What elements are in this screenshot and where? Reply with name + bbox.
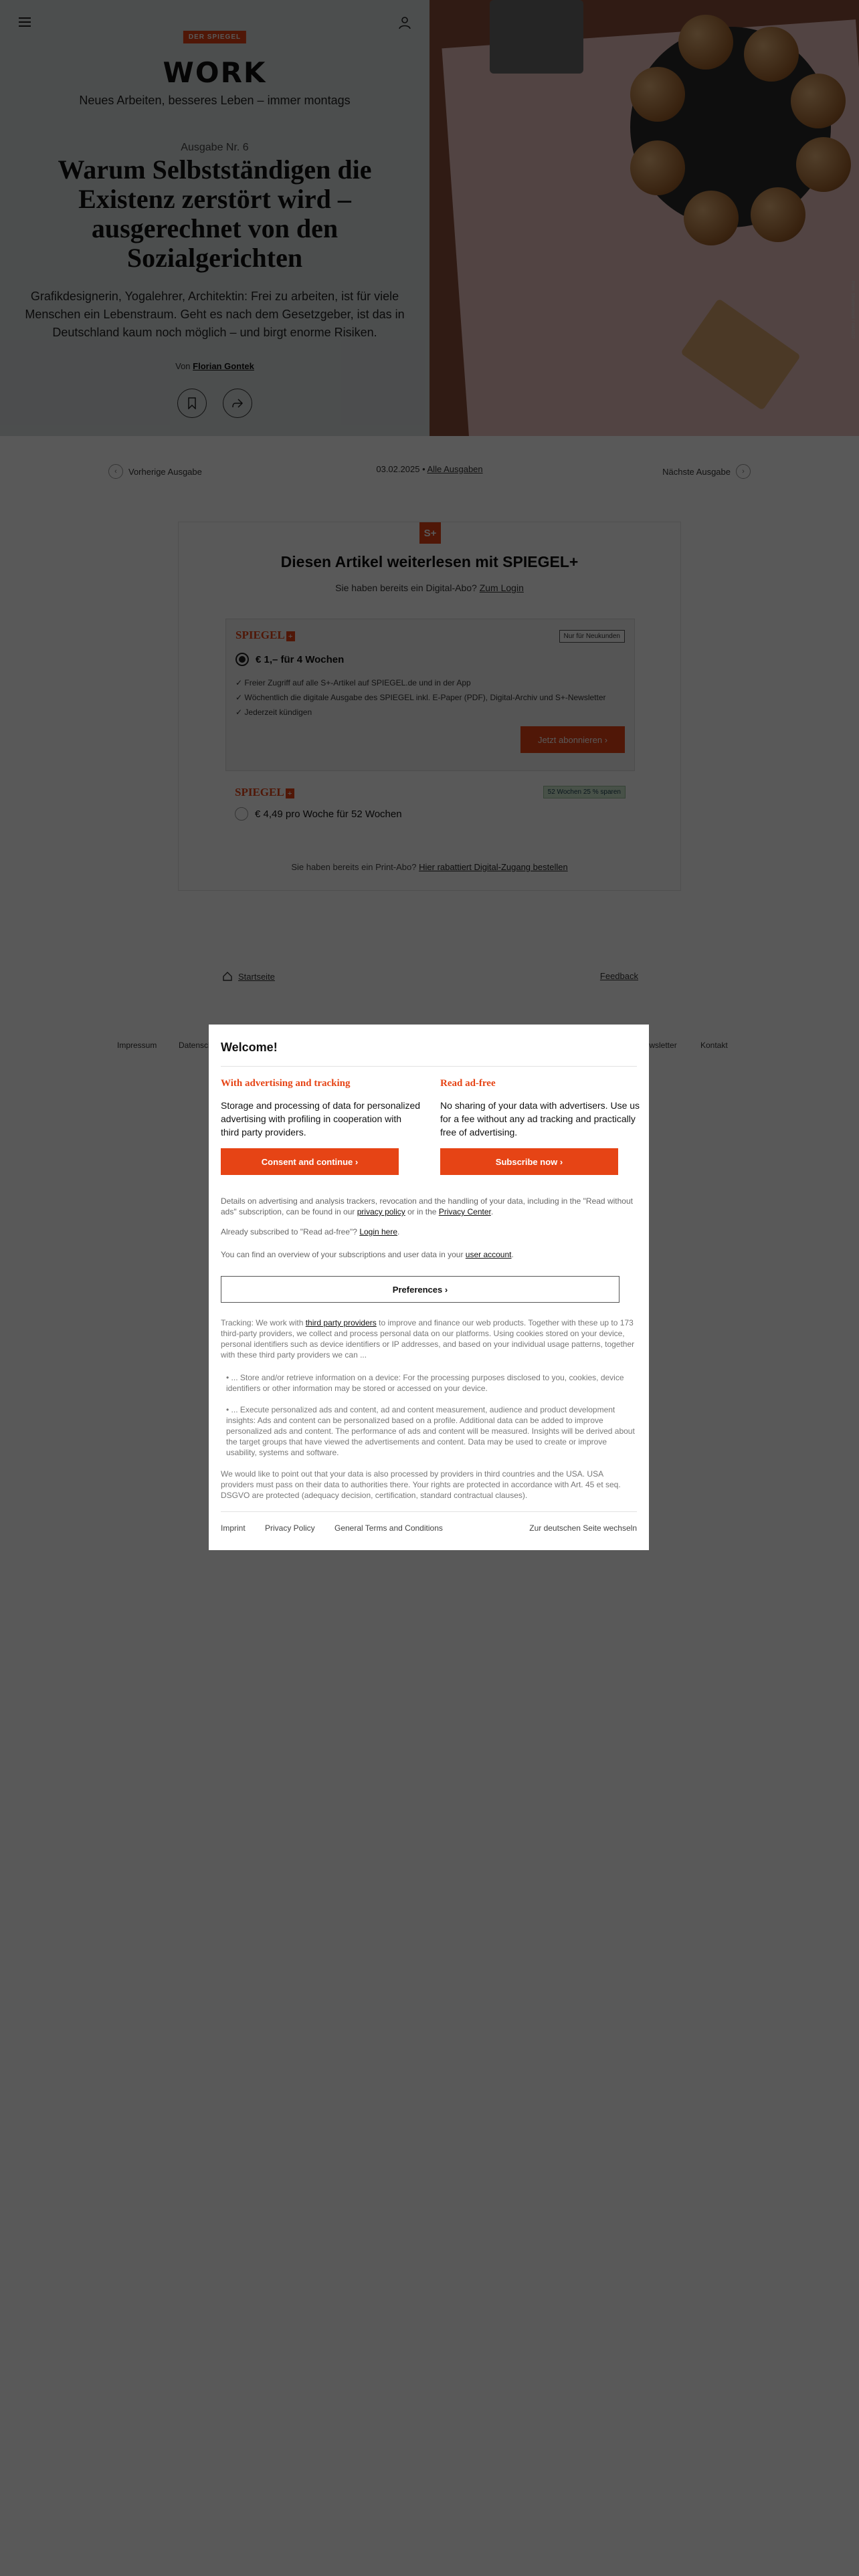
imprint-link[interactable]: Imprint — [221, 1523, 246, 1533]
third-party-providers-link[interactable]: third party providers — [305, 1318, 377, 1327]
german-site-link[interactable]: Zur deutschen Seite wechseln — [529, 1523, 637, 1533]
terms-link[interactable]: General Terms and Conditions — [335, 1523, 443, 1533]
privacy-center-link[interactable]: Privacy Center — [438, 1207, 491, 1216]
purpose-bullet: • ... Execute personalized ads and content, ad and content measurement, audience and product development insights: Ads and content can be personalized based on a profile. Additional data can be added to improve personalized ads and content. The performance of ads and content will be measured. Insights will be derived about the target groups that have viewed the advertisements and content. Data may be used to create or improve usability, systems and software. — [226, 1405, 635, 1457]
ads-option — [221, 1078, 421, 1175]
consent-dialog — [209, 1025, 649, 1550]
divider — [221, 1511, 637, 1512]
divider — [221, 1066, 637, 1067]
ads-option-text: Storage and processing of data for personalized advertising with profiling in cooperation with third party providers. — [221, 1100, 421, 1138]
ads-option-heading: With advertising and tracking — [221, 1078, 351, 1089]
purpose-bullet: • ... Store and/or retrieve information on a device: For the processing purposes disclosed to you, cookies, device identifiers or other information may be stored or accessed on your device. — [226, 1373, 624, 1393]
user-account-link[interactable]: user account — [465, 1250, 512, 1259]
privacy-policy-link[interactable]: privacy policy — [357, 1207, 405, 1216]
details-text: Details on advertising and analysis trackers, revocation and the handling of your data, including in the "Read without ads" subscription, can be found in our privacy policy or in the Privacy Center. — [221, 1196, 633, 1216]
adfree-option-heading: Read ad-free — [440, 1078, 496, 1089]
login-here-link[interactable]: Login here — [359, 1227, 398, 1237]
subscribe-now-button[interactable]: Subscribe now › — [440, 1148, 618, 1175]
adfree-option-text: No sharing of your data with advertisers. Use us for a fee without any ad tracking and practically free of advertising. — [440, 1100, 640, 1138]
already-subscribed-text: Already subscribed to "Read ad-free"? Login here. — [221, 1227, 400, 1237]
overview-text: You can find an overview of your subscriptions and user data in your user account. — [221, 1250, 514, 1259]
consent-title: Welcome! — [221, 1041, 278, 1054]
adfree-option — [440, 1078, 641, 1175]
privacy-policy-footer-link[interactable]: Privacy Policy — [265, 1523, 315, 1533]
usa-processing-text: We would like to point out that your data is also processed by providers in third countries and the USA. USA providers must pass on their data to authorities there. Your rights are protected in accordance with Art. 45 et seq. DSGVO are protected (adequacy decision, certification, standard contractual clauses). — [221, 1469, 621, 1500]
tracking-text: Tracking: We work with third party providers to improve and finance our web products. Together with these up to 173 third-party providers, we collect and process personal data on our platforms. Using cookies stored on your device, personal identifiers such as device identifiers or IP addresses, and based on your individual usage patterns, together with these third party providers we can ... — [221, 1318, 635, 1360]
consent-button[interactable]: Consent and continue › — [221, 1148, 399, 1175]
preferences-button[interactable]: Preferences › — [221, 1276, 619, 1303]
